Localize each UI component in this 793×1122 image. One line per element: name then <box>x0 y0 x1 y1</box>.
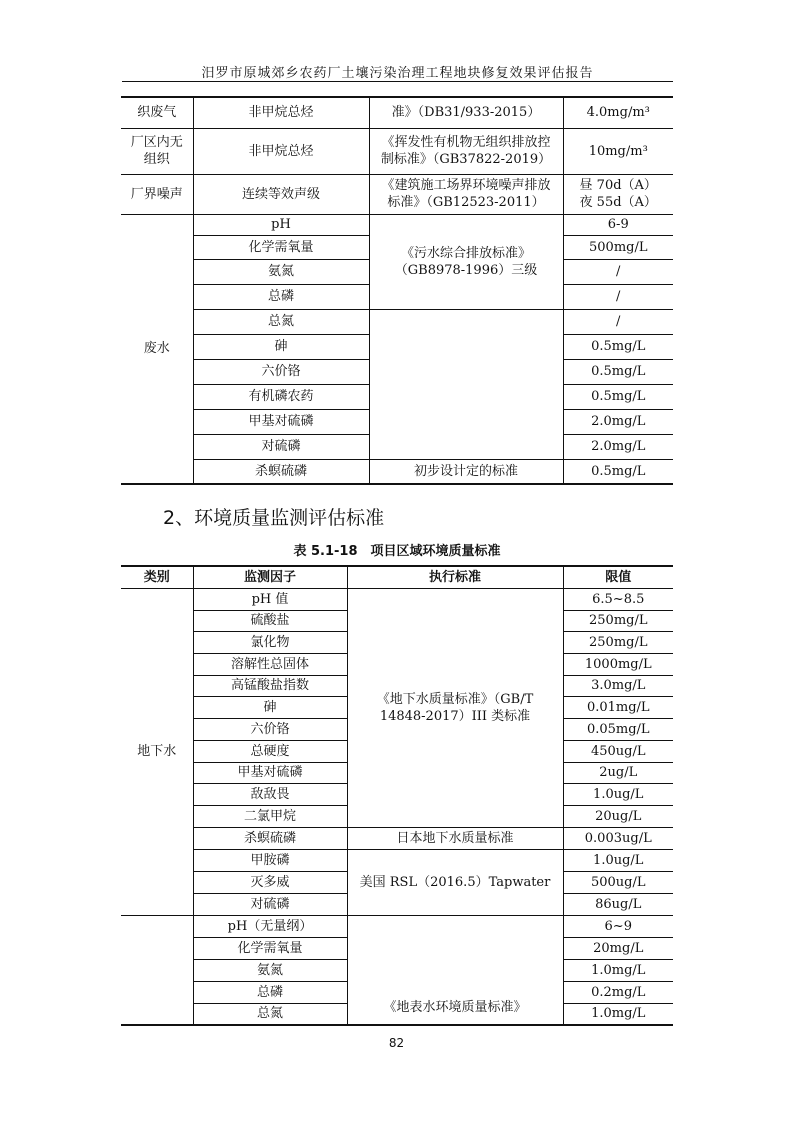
category-cell: 厂界噪声 <box>121 174 193 214</box>
factor-cell: 杀螟硫磷 <box>193 827 347 849</box>
factor-cell: 总硬度 <box>193 740 347 762</box>
limit-day: 昼 70d（A） <box>579 178 657 193</box>
factor-cell: 二氯甲烷 <box>193 805 347 827</box>
category-cell: 厂区内无组织 <box>121 128 193 174</box>
limit-cell: 250mg/L <box>563 610 673 631</box>
header-rule <box>122 81 673 82</box>
factor-cell: 总氮 <box>193 309 369 334</box>
table-row <box>121 309 673 334</box>
limit-cell: 2.0mg/L <box>563 409 673 434</box>
factor-cell: 非甲烷总烃 <box>193 128 369 174</box>
factor-cell: 高锰酸盐指数 <box>193 675 347 696</box>
factor-cell: 砷 <box>193 334 369 359</box>
limit-cell: 86ug/L <box>563 893 673 915</box>
limit-cell: 0.003ug/L <box>563 827 673 849</box>
standard-cell: 《地表水环境质量标准》 <box>347 915 563 1025</box>
factor-cell: 对硫磷 <box>193 893 347 915</box>
limit-cell: 1.0mg/L <box>563 959 673 981</box>
limit-cell: 0.5mg/L <box>563 359 673 384</box>
column-header: 限值 <box>563 566 673 588</box>
factor-cell: 有机磷农药 <box>193 384 369 409</box>
column-header: 类别 <box>121 566 193 588</box>
limit-cell: 1.0mg/L <box>563 1003 673 1025</box>
limit-cell: 500ug/L <box>563 871 673 893</box>
limit-cell: / <box>563 284 673 309</box>
factor-cell: 总磷 <box>193 981 347 1003</box>
factor-cell: pH 值 <box>193 588 347 610</box>
factor-cell: 总氮 <box>193 1003 347 1025</box>
table-row <box>121 849 673 871</box>
limit-cell: 0.5mg/L <box>563 334 673 359</box>
limit-cell: 3.0mg/L <box>563 675 673 696</box>
limit-night: 夜 55d（A） <box>579 195 657 210</box>
table-row <box>121 174 673 214</box>
table-row <box>121 915 673 937</box>
factor-cell: 化学需氧量 <box>193 937 347 959</box>
limit-cell: 250mg/L <box>563 631 673 653</box>
limit-cell: 6-9 <box>563 214 673 235</box>
environment-quality-table <box>121 565 673 1026</box>
limit-cell: 4.0mg/m³ <box>563 97 673 128</box>
column-header: 监测因子 <box>193 566 347 588</box>
factor-cell: 化学需氧量 <box>193 235 369 259</box>
limit-cell: / <box>563 309 673 334</box>
factor-cell: 甲基对硫磷 <box>193 409 369 434</box>
limit-cell: 0.01mg/L <box>563 696 673 718</box>
category-cell: 废水 <box>121 214 193 484</box>
factor-cell: 氯化物 <box>193 631 347 653</box>
limit-cell: 2.0mg/L <box>563 434 673 459</box>
category-cell: 地下水 <box>121 588 193 915</box>
factor-cell: 硫酸盐 <box>193 610 347 631</box>
factor-cell: 甲胺磷 <box>193 849 347 871</box>
emission-standards-table <box>121 96 673 485</box>
factor-cell: 非甲烷总烃 <box>193 97 369 128</box>
table-row <box>121 459 673 484</box>
limit-cell: 1000mg/L <box>563 653 673 675</box>
category-cell: 织废气 <box>121 97 193 128</box>
factor-cell: 六价铬 <box>193 359 369 384</box>
limit-cell: 1.0ug/L <box>563 783 673 805</box>
factor-cell: pH（无量纲） <box>193 915 347 937</box>
factor-cell: 溶解性总固体 <box>193 653 347 675</box>
limit-cell: / <box>563 259 673 284</box>
standard-cell: 美国 RSL（2016.5）Tapwater <box>347 849 563 915</box>
standard-cell: 《污水综合排放标准》（GB8978-1996）三级 <box>369 214 563 309</box>
limit-cell: 0.5mg/L <box>563 459 673 484</box>
limit-cell: 6~9 <box>563 915 673 937</box>
limit-cell: 6.5~8.5 <box>563 588 673 610</box>
table-row <box>121 827 673 849</box>
standard-cell: 日本地下水质量标准 <box>347 827 563 849</box>
limit-cell: 1.0ug/L <box>563 849 673 871</box>
factor-cell: 灭多威 <box>193 871 347 893</box>
limit-cell: 0.05mg/L <box>563 718 673 740</box>
limit-cell: 2ug/L <box>563 762 673 783</box>
limit-cell: 20ug/L <box>563 805 673 827</box>
limit-cell: 10mg/m³ <box>563 128 673 174</box>
factor-cell: pH <box>193 214 369 235</box>
limit-cell: 0.5mg/L <box>563 384 673 409</box>
table-row <box>121 128 673 174</box>
factor-cell: 对硫磷 <box>193 434 369 459</box>
column-header: 执行标准 <box>347 566 563 588</box>
standard-cell: 《地下水质量标准》（GB/T 14848-2017）III 类标准 <box>347 588 563 827</box>
standard-cell: 《建筑施工场界环境噪声排放标准》（GB12523-2011） <box>369 174 563 214</box>
section-heading: 2、环境质量监测评估标准 <box>163 507 385 529</box>
limit-cell: 0.2mg/L <box>563 981 673 1003</box>
factor-cell: 敌敌畏 <box>193 783 347 805</box>
factor-cell: 氨氮 <box>193 959 347 981</box>
limit-cell: 450ug/L <box>563 740 673 762</box>
standard-cell <box>369 309 563 459</box>
factor-cell: 砷 <box>193 696 347 718</box>
table-caption: 表 5.1-18 项目区域环境质量标准 <box>293 544 501 559</box>
limit-cell <box>563 174 673 214</box>
table-row <box>121 214 673 235</box>
factor-cell: 总磷 <box>193 284 369 309</box>
factor-cell: 连续等效声级 <box>193 174 369 214</box>
running-header: 汨罗市原城郊乡农药厂土壤污染治理工程地块修复效果评估报告 <box>201 66 594 81</box>
page-number: 82 <box>388 1036 405 1050</box>
limit-cell: 500mg/L <box>563 235 673 259</box>
table-header-row <box>121 566 673 588</box>
table-row <box>121 97 673 128</box>
standard-cell: 初步设计定的标准 <box>369 459 563 484</box>
factor-cell: 甲基对硫磷 <box>193 762 347 783</box>
standard-cell: 准》（DB31/933-2015） <box>369 97 563 128</box>
factor-cell: 杀螟硫磷 <box>193 459 369 484</box>
category-cell <box>121 915 193 1025</box>
factor-cell: 氨氮 <box>193 259 369 284</box>
standard-cell: 《挥发性有机物无组织排放控制标准》（GB37822-2019） <box>369 128 563 174</box>
table-row <box>121 588 673 610</box>
limit-cell: 20mg/L <box>563 937 673 959</box>
factor-cell: 六价铬 <box>193 718 347 740</box>
